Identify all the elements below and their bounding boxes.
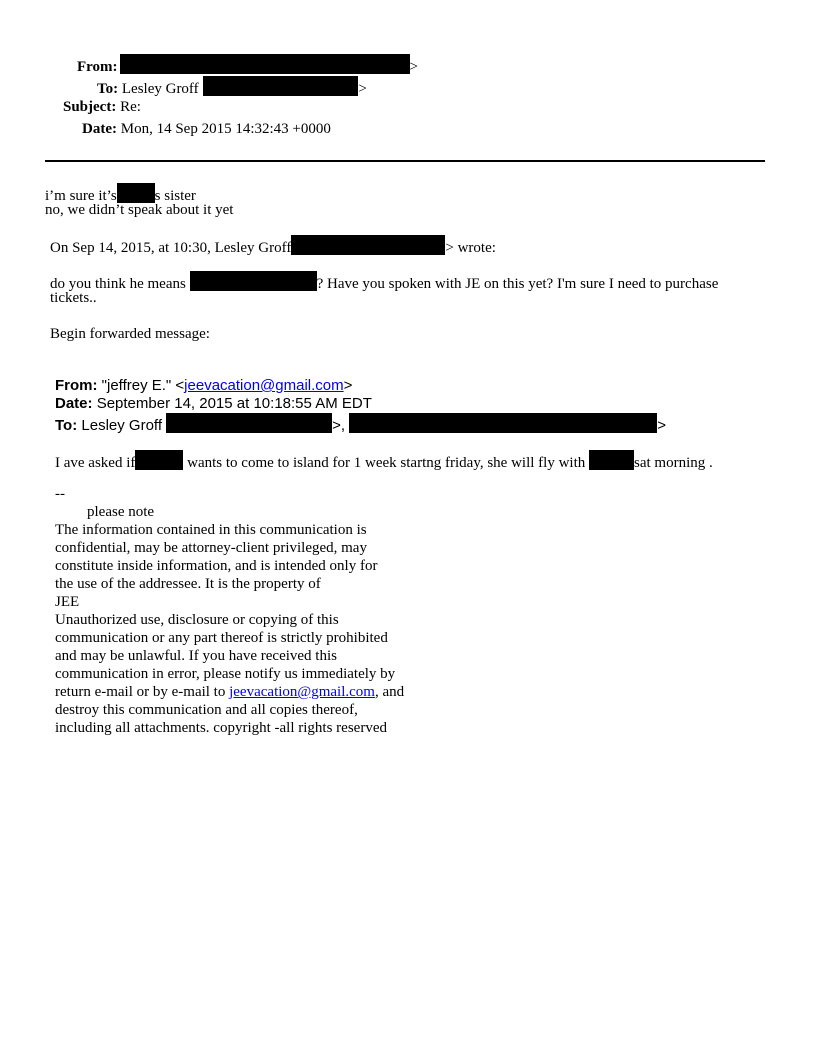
quote-attribution <box>50 235 496 257</box>
header-from-row <box>77 54 418 76</box>
redaction-box <box>203 76 358 96</box>
fwd-from-label: From: <box>55 377 98 394</box>
header-subject-label: Subject: <box>63 99 117 115</box>
fwd-from-name: "jeffrey E." < <box>101 377 185 394</box>
redaction-box <box>135 450 183 470</box>
header-from-label: From: <box>77 59 118 75</box>
quote-question-start: do you think he means <box>50 276 186 292</box>
redaction-box <box>117 183 155 203</box>
fwd-from-close: > <box>343 377 353 394</box>
disclaimer-return-line <box>55 683 404 701</box>
redaction-box <box>190 271 317 291</box>
message-body-middle: wants to come to island for 1 week startng friday, she will fly with <box>187 455 586 471</box>
signature-note: please note <box>87 504 155 520</box>
message-body-end: sat morning . <box>634 455 713 471</box>
header-to-value: Lesley Groff <box>121 81 199 97</box>
header-subject-value: Re: <box>120 99 141 115</box>
disclaimer-line: including all attachments. copyright -all rights reserved <box>55 720 387 736</box>
fwd-to-row <box>55 413 666 435</box>
disclaimer-return-end: , and <box>374 684 405 700</box>
quote-question-line-2: tickets.. <box>50 290 97 306</box>
header-to-label: To: <box>97 81 119 97</box>
disclaimer-line: confidential, may be attorney-client privileged, may <box>55 540 367 556</box>
header-to-row <box>97 76 367 98</box>
redaction-box <box>166 413 332 433</box>
header-from-close: > <box>409 59 419 75</box>
header-date-row <box>82 120 331 138</box>
disclaimer-line: the use of the addressee. It is the property of <box>55 576 321 592</box>
fwd-to-close: > <box>657 417 667 434</box>
quote-attribution-start: On Sep 14, 2015, at 10:30, Lesley Groff <box>50 240 292 256</box>
disclaimer-line: communication or any part thereof is strictly prohibited <box>55 630 388 646</box>
redaction-box <box>120 54 410 74</box>
fwd-date-label: Date: <box>55 395 93 412</box>
header-divider <box>45 160 765 162</box>
quote-question-line-1 <box>50 271 718 293</box>
disclaimer-line: and may be unlawful. If you have received this <box>55 648 337 664</box>
quote-attribution-end: > wrote: <box>445 240 496 256</box>
disclaimer-line: JEE <box>55 594 80 610</box>
header-to-close: > <box>358 81 367 97</box>
fwd-from-row <box>55 377 352 395</box>
redaction-box <box>291 235 445 255</box>
fwd-to-value: Lesley Groff <box>81 417 162 434</box>
signature-dashes: -- <box>55 486 65 502</box>
message-body <box>55 450 713 472</box>
disclaimer-line: Unauthorized use, disclosure or copying of this <box>55 612 339 628</box>
redaction-box <box>349 413 657 433</box>
fwd-from-email-link[interactable]: jeevacation@gmail.com <box>184 377 344 394</box>
header-subject-row <box>63 98 141 116</box>
quote-question-mark: ? <box>316 276 324 292</box>
message-body-start: I ave asked if <box>55 455 136 471</box>
header-date-label: Date: <box>82 121 117 137</box>
forwarded-label: Begin forwarded message: <box>50 326 210 342</box>
header-date-value: Mon, 14 Sep 2015 14:32:43 +0000 <box>120 121 331 137</box>
disclaimer-line: communication in error, please notify us immediately by <box>55 666 396 682</box>
reply-line-1-end: s sister <box>154 188 196 204</box>
fwd-to-label: To: <box>55 417 78 434</box>
quote-question-end: Have you spoken with JE on this yet? I'm sure I need to purchase <box>327 276 719 292</box>
fwd-date-row <box>55 395 372 413</box>
fwd-date-value: September 14, 2015 at 10:18:55 AM EDT <box>96 395 372 412</box>
disclaimer-line: constitute inside information, and is intended only for <box>55 558 378 574</box>
disclaimer-email-link[interactable]: jeevacation@gmail.com <box>229 684 375 700</box>
redaction-box <box>589 450 634 470</box>
disclaimer-line: The information contained in this communication is <box>55 522 367 538</box>
disclaimer-return-text: return e-mail or by e-mail to <box>55 684 226 700</box>
reply-line-2: no, we didn’t speak about it yet <box>45 202 234 218</box>
disclaimer-line: destroy this communication and all copies thereof, <box>55 702 358 718</box>
fwd-to-separator: >, <box>332 417 346 434</box>
reply-line-1-start: i’m sure it’s <box>45 188 117 204</box>
